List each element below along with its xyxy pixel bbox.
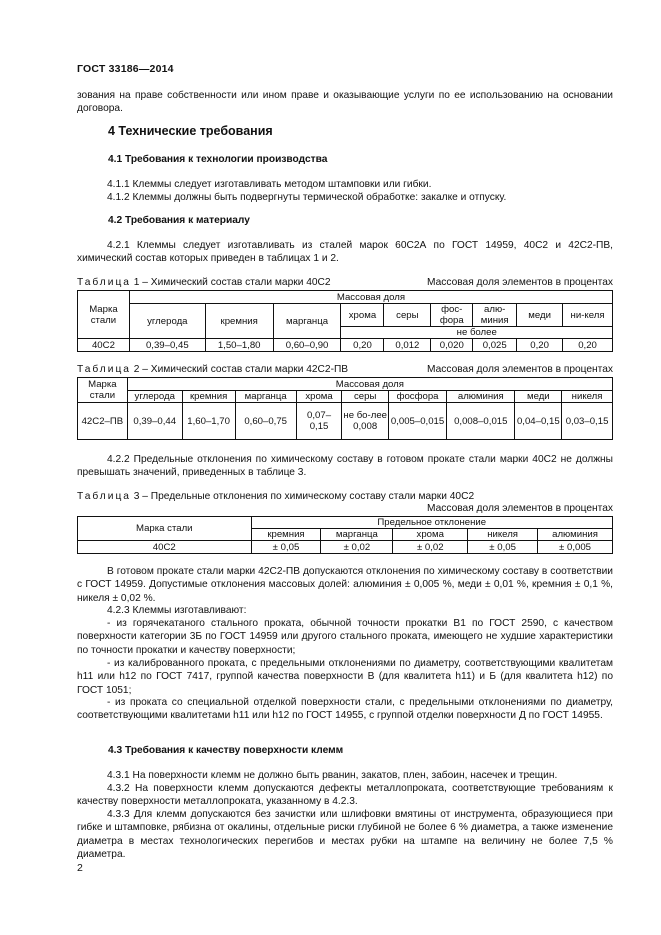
table-2-col-header: углерода bbox=[127, 391, 182, 403]
paragraph-4-2-1: 4.2.1 Клеммы следует изготавливать из сталей марок 60С2А по ГОСТ 14959, 40С2 и 42С2-ПВ, химический состав которых приведен в таблицах 1 и 2. bbox=[77, 240, 613, 265]
paragraph-4-2-3: 4.2.3 Клеммы изготавливают: bbox=[107, 605, 247, 616]
table-3-col-header: кремния bbox=[251, 529, 321, 541]
table-cell: 1,60–1,70 bbox=[182, 403, 235, 440]
section-4-2-heading: 4.2 Требования к материалу bbox=[108, 215, 250, 226]
table-row bbox=[78, 403, 613, 440]
table-cell: ± 0,05 bbox=[251, 541, 321, 554]
table-cell: 40С2 bbox=[78, 339, 130, 352]
table-1 bbox=[77, 290, 613, 352]
table-2-col-header: никеля bbox=[562, 391, 613, 403]
paragraph-4-3-3: 4.3.3 Для клемм допускаются без зачистки или шлифовки вмятины от инструмента, образующиеся при гибке и штамповке, рябизна от окалины, отдельные риски глубиной не более 6 % диаметра, а также изменение диаметра в местах технологических перегибов и местах рубки на штампе на величину не более 7,5 % диаметра. bbox=[77, 809, 613, 860]
list-item-special-finish: - из проката со специальной отделкой поверхности стали, с предельными отклонениями по диаметру, соответствующими квалитетами h11 или h12 по ГОСТ 14955, с группой отделки поверхности Д по ГОСТ 14955. bbox=[77, 697, 613, 722]
table-cell: 0,025 bbox=[473, 339, 517, 352]
table-3-col-header: хрома bbox=[393, 529, 468, 541]
table-3 bbox=[77, 516, 613, 554]
intro-paragraph: зования на праве собственности или ином праве и оказывающие услуги по ее использованию на основании договора. bbox=[77, 90, 613, 115]
section-4-heading: 4 Технические требования bbox=[108, 124, 273, 138]
document-header: ГОСТ 33186—2014 bbox=[77, 63, 174, 75]
table-2-title: 2 – Химический состав стали марки 42С2-ПВ bbox=[130, 364, 349, 375]
table-cell: не бо-лее 0,008 bbox=[342, 403, 389, 440]
table-2-col-header: кремния bbox=[182, 391, 235, 403]
table-cell: 0,39–0,45 bbox=[129, 339, 205, 352]
table-2-units: Массовая доля элементов в процентах bbox=[427, 364, 613, 375]
table-cell: 0,60–0,90 bbox=[273, 339, 341, 352]
table-cell: 0,04–0,15 bbox=[515, 403, 562, 440]
table-1-col-header: углерода bbox=[129, 304, 205, 339]
table-1-group-header: Массовая доля bbox=[129, 291, 612, 304]
table-cell: 0,008–0,015 bbox=[447, 403, 515, 440]
table-cell: 40С2 bbox=[78, 541, 252, 554]
table-3-label: Таблица bbox=[77, 491, 131, 502]
table-cell: 0,20 bbox=[341, 339, 384, 352]
table-row bbox=[78, 541, 613, 554]
table-cell: 42С2–ПВ bbox=[78, 403, 128, 440]
table-cell: 0,012 bbox=[384, 339, 431, 352]
table-1-col-header: ни-келя bbox=[563, 304, 613, 327]
paragraph-alloy-deviations: В готовом прокате стали марки 42С2-ПВ допускаются отклонения по химическому составу в соответствии с ГОСТ 14959. Допустимые отклонения массовых долей: алюминия ± 0,005 %, меди ± 0,01 %, кремния ± 0,1 %, никеля ± 0,02 %. bbox=[77, 566, 613, 604]
paragraph-4-2-2: 4.2.2 Предельные отклонения по химическому составу в готовом прокате стали марки 40С2 не должны превышать значений, приведенных в таблице 3. bbox=[77, 454, 613, 479]
table-3-col-header: марганца bbox=[321, 529, 393, 541]
table-1-label: Таблица bbox=[77, 277, 131, 288]
table-1-col-header: фос-фора bbox=[431, 304, 473, 327]
table-cell: ± 0,005 bbox=[538, 541, 613, 554]
table-cell: 0,020 bbox=[431, 339, 473, 352]
table-cell: 0,20 bbox=[563, 339, 613, 352]
table-2 bbox=[77, 377, 613, 440]
table-cell: 0,03–0,15 bbox=[562, 403, 613, 440]
table-cell: 0,07–0,15 bbox=[296, 403, 342, 440]
list-item-hot-rolled: - из горячекатаного стального проката, обычной точности прокатки В1 по ГОСТ 2590, с качеством поверхности категории 3Б по ГОСТ 14959 или другого стального проката, имеющего не худшие характеристики по точности прокатки и качеству поверхности; bbox=[77, 618, 613, 656]
table-2-col-header: меди bbox=[515, 391, 562, 403]
table-3-group-header: Предельное отклонение bbox=[251, 517, 612, 529]
table-1-col-header: меди bbox=[517, 304, 563, 327]
table-row bbox=[78, 339, 613, 352]
table-3-col-header: алюминия bbox=[538, 529, 613, 541]
table-2-col-header: марганца bbox=[235, 391, 296, 403]
paragraph-4-3-2: 4.3.2 На поверхности клемм допускаются дефекты металлопроката, соответствующие требованиям к качеству поверхности металлопроката, указанному в 4.2.3. bbox=[77, 783, 613, 808]
table-1-col-header: марганца bbox=[273, 304, 341, 339]
table-3-mark-header: Марка стали bbox=[78, 517, 252, 541]
table-cell: ± 0,02 bbox=[321, 541, 393, 554]
table-3-col-header: никеля bbox=[468, 529, 538, 541]
table-cell: 0,005–0,015 bbox=[389, 403, 447, 440]
section-4-3-heading: 4.3 Требования к качеству поверхности клемм bbox=[108, 745, 344, 756]
list-item-calibrated: - из калиброванного проката, с предельными отклонениями по диаметру, соответствующими квалитетам h11 или h12 по ГОСТ 7417, группой качества поверхности В (для квалитета h11) и Б (для квалитета h12) по ГОСТ 1051; bbox=[77, 658, 613, 696]
table-1-limit-note: не более bbox=[341, 327, 613, 339]
page-number: 2 bbox=[77, 862, 83, 874]
table-1-caption bbox=[77, 277, 613, 289]
table-2-col-header: алюминия bbox=[447, 391, 515, 403]
table-1-col-header: алю-миния bbox=[473, 304, 517, 327]
table-3-caption bbox=[77, 491, 613, 515]
table-1-col-header: серы bbox=[384, 304, 431, 327]
table-2-col-header: хрома bbox=[296, 391, 342, 403]
table-1-col-header: хрома bbox=[341, 304, 384, 327]
paragraph-4-1-1: 4.1.1 Клеммы следует изготавливать методом штамповки или гибки. bbox=[107, 179, 432, 190]
table-2-mark-header: Марка стали bbox=[78, 378, 128, 403]
table-cell: 0,60–0,75 bbox=[235, 403, 296, 440]
table-2-group-header: Массовая доля bbox=[127, 378, 612, 391]
table-2-col-header: фосфора bbox=[389, 391, 447, 403]
paragraph-4-3-1: 4.3.1 На поверхности клемм не должно быть рванин, закатов, плен, забоин, насечек и трещин. bbox=[107, 770, 558, 781]
table-cell: 1,50–1,80 bbox=[205, 339, 273, 352]
table-1-col-header: кремния bbox=[205, 304, 273, 339]
table-cell: ± 0,02 bbox=[393, 541, 468, 554]
table-2-caption bbox=[77, 364, 613, 376]
table-cell: 0,39–0,44 bbox=[127, 403, 182, 440]
table-1-units: Массовая доля элементов в процентах bbox=[427, 277, 613, 288]
table-3-units: Массовая доля элементов в процентах bbox=[427, 503, 613, 514]
table-cell: 0,20 bbox=[517, 339, 563, 352]
section-4-1-heading: 4.1 Требования к технологии производства bbox=[108, 154, 328, 165]
table-2-col-header: серы bbox=[342, 391, 389, 403]
table-3-title: 3 – Предельные отклонения по химическому составу стали марки 40С2 bbox=[130, 491, 475, 502]
paragraph-4-1-2: 4.1.2 Клеммы должны быть подвергнуты термической обработке: закалке и отпуску. bbox=[107, 192, 507, 203]
table-cell: ± 0,05 bbox=[468, 541, 538, 554]
table-1-title: 1 – Химический состав стали марки 40С2 bbox=[130, 277, 331, 288]
table-2-label: Таблица bbox=[77, 364, 131, 375]
table-1-mark-header: Марка стали bbox=[78, 291, 130, 339]
